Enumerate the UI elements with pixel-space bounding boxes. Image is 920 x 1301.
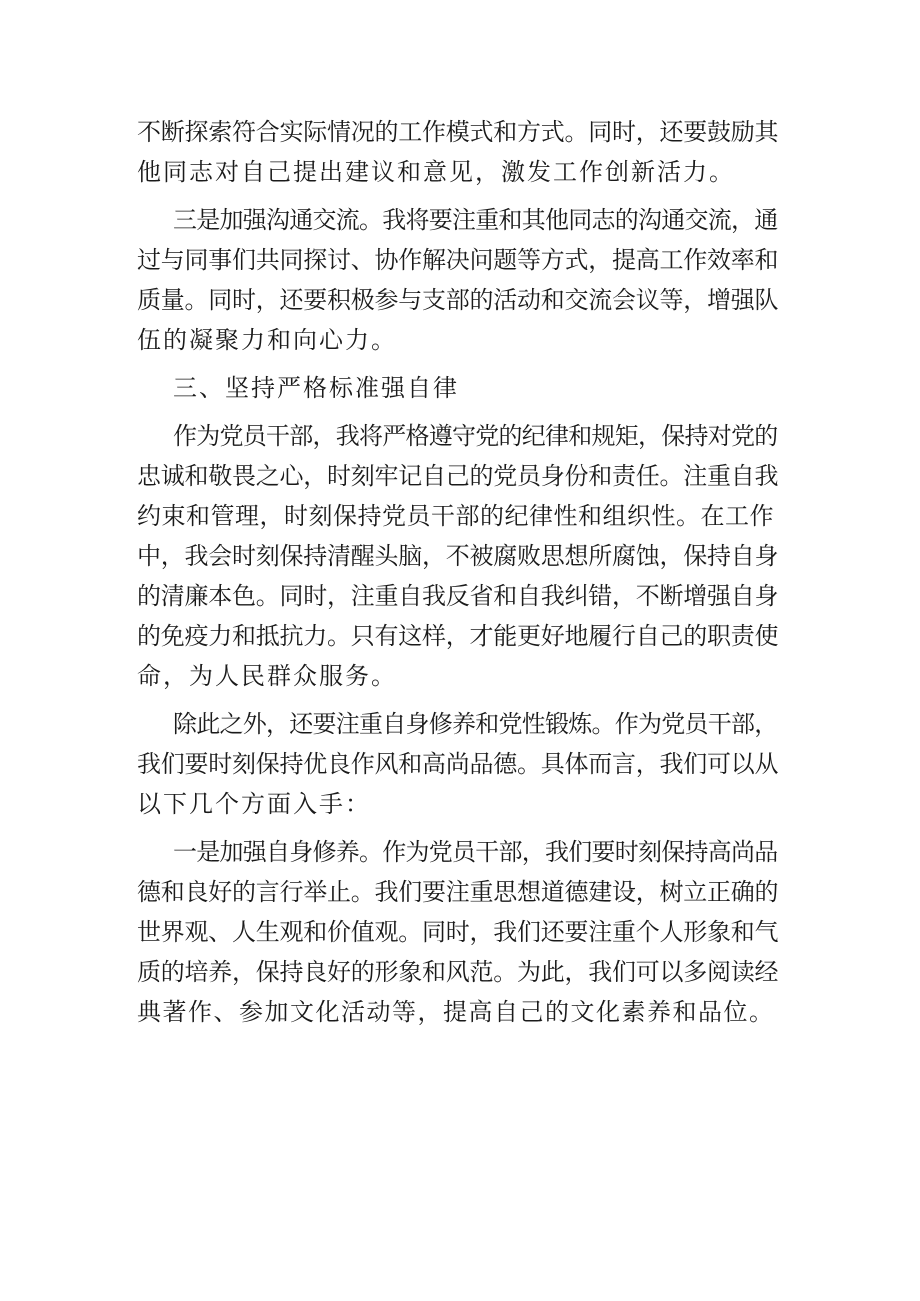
text-line: 伍的凝聚力和向心力。 [137,326,397,354]
text-line: 世界观、人生观和价值观。同时，我们还要注重个人形象和气 [137,918,779,946]
text-line: 约束和管理，时刻保持党员干部的纪律性和组织性。在工作 [137,502,774,530]
text-line: 以下几个方面入手： [137,790,371,818]
text-line: 除此之外，还要注重自身修养和党性锻炼。作为党员干部， [173,710,778,738]
text-line: 质的培养，保持良好的形象和风范。为此，我们可以多阅读经 [137,958,779,986]
text-line: 作为党员干部，我将严格遵守党的纪律和规矩，保持对党的 [173,422,778,450]
text-line: 他同志对自己提出建议和意见，激发工作创新活力。 [137,158,735,186]
section-heading: 三、坚持严格标准强自律 [173,374,459,402]
text-line: 中，我会时刻保持清醒头脑，不被腐败思想所腐蚀，保持自身 [137,542,779,570]
text-line: 质量。同时，还要积极参与支部的活动和交流会议等，增强队 [137,286,779,314]
text-line: 命，为人民群众服务。 [137,662,397,690]
text-line: 的清廉本色。同时，注重自我反省和自我纠错，不断增强自身 [137,582,779,610]
text-line: 典著作、参加文化活动等，提高自己的文化素养和品位。 [137,998,775,1026]
text-line: 不断探索符合实际情况的工作模式和方式。同时，还要鼓励其 [137,118,779,146]
text-line: 忠诚和敬畏之心，时刻牢记自己的党员身份和责任。注重自我 [137,462,779,490]
document-body [137,112,777,1032]
text-line: 德和良好的言行举止。我们要注重思想道德建设，树立正确的 [137,878,779,906]
text-line: 三是加强沟通交流。我将要注重和其他同志的沟通交流，通 [173,206,778,234]
text-line: 过与同事们共同探讨、协作解决问题等方式，提高工作效率和 [137,246,779,274]
text-line: 一是加强自身修养。作为党员干部，我们要时刻保持高尚品 [173,838,778,866]
text-line: 的免疫力和抵抗力。只有这样，才能更好地履行自己的职责使 [137,622,779,650]
text-line: 我们要时刻保持优良作风和高尚品德。具体而言，我们可以从 [137,750,779,778]
